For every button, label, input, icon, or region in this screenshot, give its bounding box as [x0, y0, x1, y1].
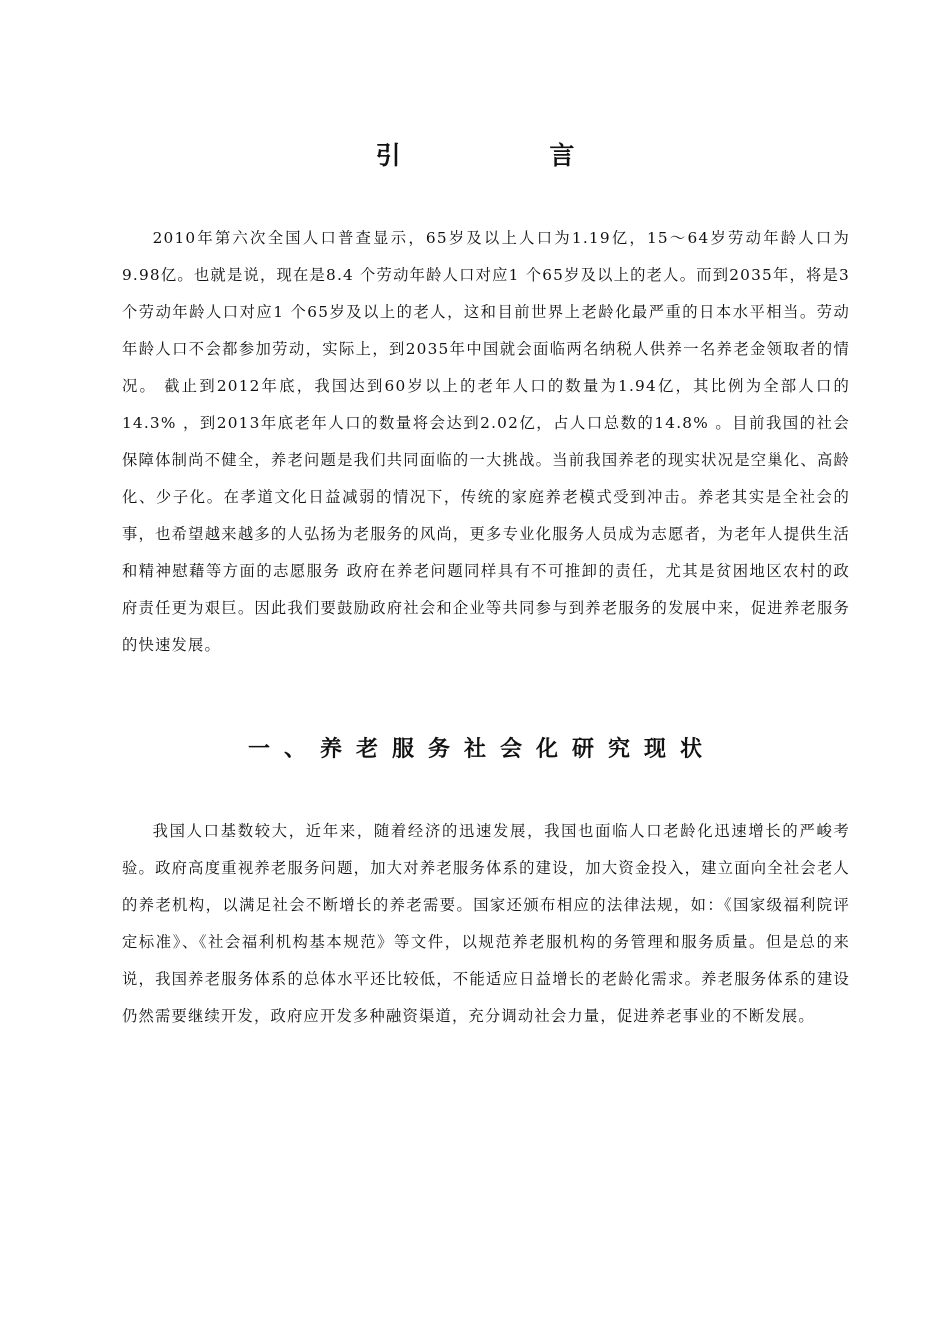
section-heading-research-status: 一、养老服务社会化研究现状 — [247, 737, 716, 762]
intro-paragraph: 2010年第六次全国人口普查显示，65岁及以上人口为1.19亿，15～64岁劳动年龄人口为9.98亿。也就是说，现在是8.4 个劳动年龄人口对应1 个65岁及以上的老人。而到2035年，将是3 个劳动年龄人口对应1 个65岁及以上的老人，这和目前世界上老龄化最严重的日本水平相当。劳动年龄人口不会都参加劳动，实际上，到2035年中国就会面临两名纳税人供养一名养老金领取者的情况。 截止到2012年底，我国达到60岁以上的老年人口的数量为1.94亿，其比例为全部人口的14.3% ，到2013年底老年人口的数量将会达到2.02亿，占人口总数的14.8% 。目前我国的社会保障体制尚不健全，养老问题是我们共同面临的一大挑战。当前我国养老的现实状况是空巢化、高龄化、少子化。在孝道文化日益减弱的情况下，传统的家庭养老模式受到冲击。养老其实是全社会的事，也希望越来越多的人弘扬为老服务的风尚，更多专业化服务人员成为志愿者，为老年人提供生活和精神慰藉等方面的志愿服务 政府在养老问题同样具有不可推卸的责任，尤其是贫困地区农村的政府责任更为艰巨。因此我们要鼓励政府社会和企业等共同参与到养老服务的发展中来，促进养老服务的快速发展。 — [122, 229, 850, 654]
intro-heading: 引 言 — [375, 141, 645, 170]
section-paragraph-research-status: 我国人口基数较大，近年来，随着经济的迅速发展，我国也面临人口老龄化迅速增长的严峻考验。政府高度重视养老服务问题，加大对养老服务体系的建设，加大资金投入，建立面向全社会老人的养老机构，以满足社会不断增长的养老需要。国家还颁布相应的法律法规，如：《国家级福利院评定标准》、《社会福利机构基本规范》等文件，以规范养老服机构的务管理和服务质量。但是总的来说，我国养老服务体系的总体水平还比较低，不能适应日益增长的老龄化需求。养老服务体系的建设仍然需要继续开发，政府应开发多种融资渠道，充分调动社会力量，促进养老事业的不断发展。 — [122, 822, 850, 1025]
